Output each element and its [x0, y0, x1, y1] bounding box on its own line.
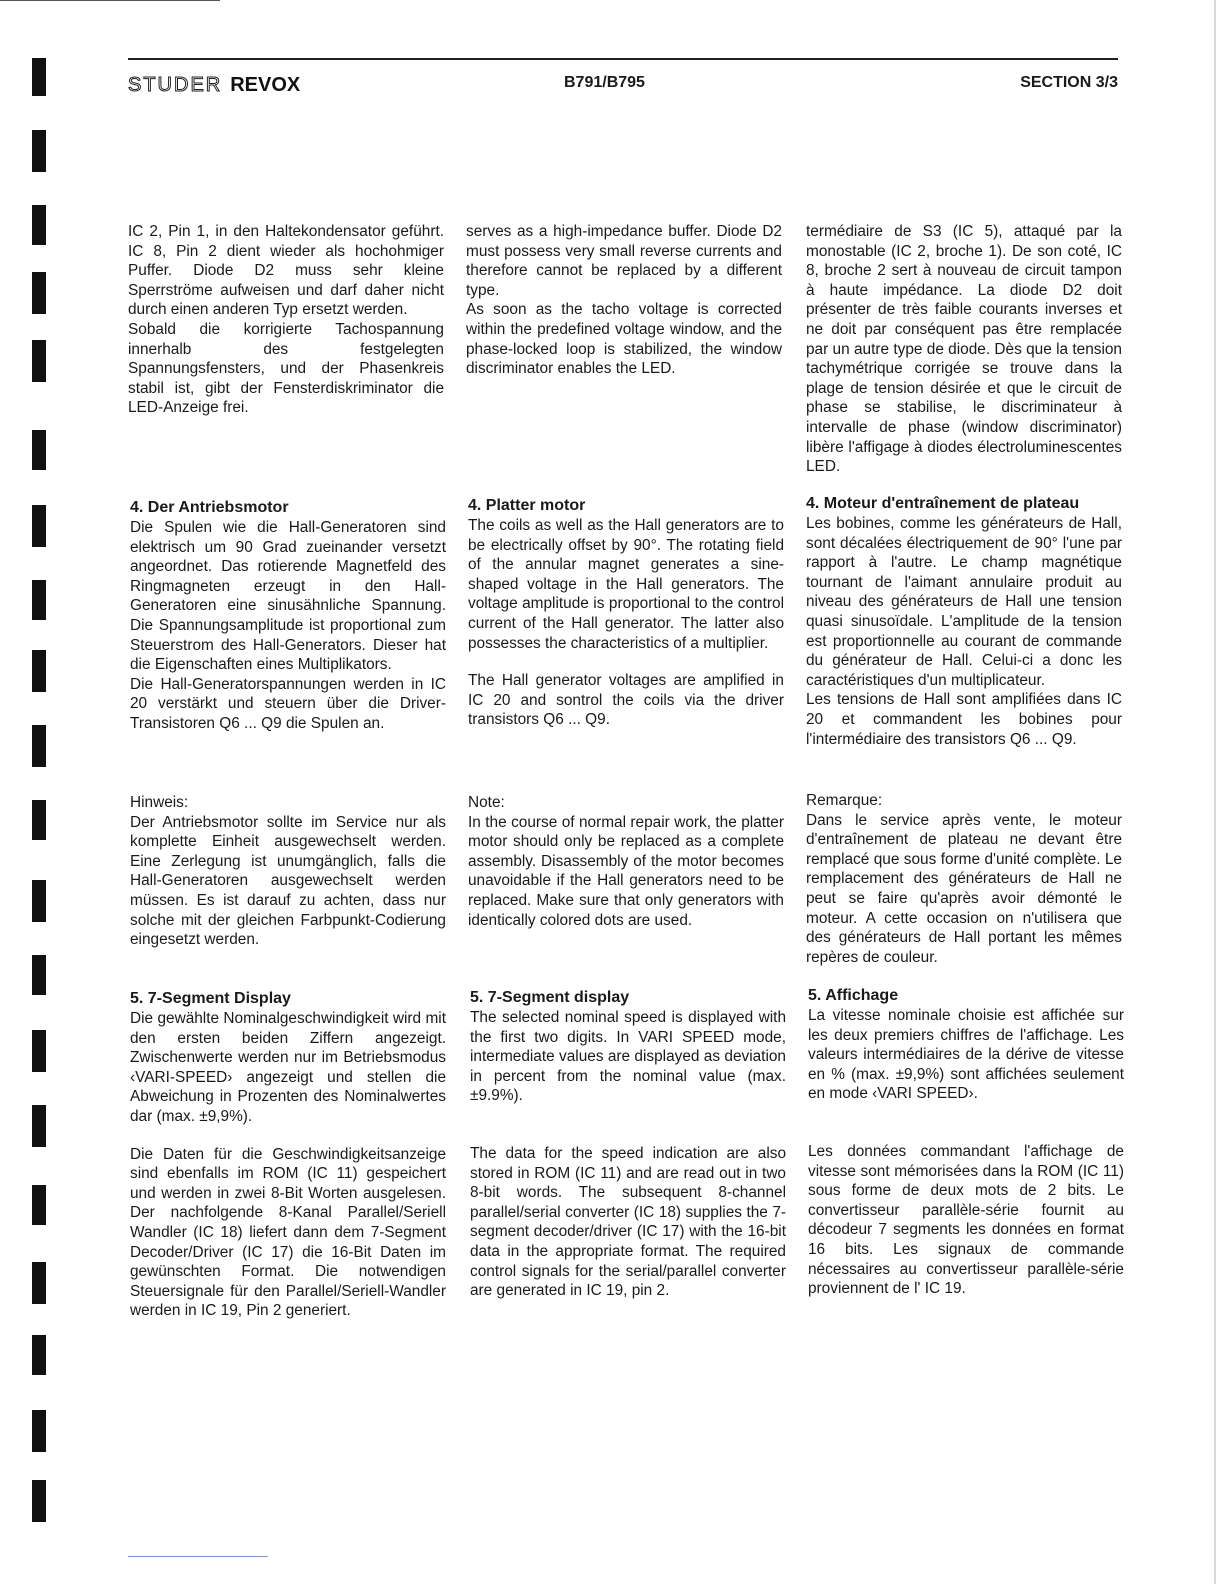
top-scan-rule: [0, 0, 220, 1]
de-note-section: [130, 793, 446, 950]
en-display-section: [470, 988, 786, 1301]
binder-mark: [32, 725, 46, 767]
fr-note-label: Remarque:: [806, 792, 883, 809]
binder-mark: [32, 1262, 46, 1304]
binder-mark: [32, 430, 46, 470]
de-note-text: Der Antriebsmotor sollte im Service nur als komplette Einheit ausgewechselt werden. Eine Zerlegung ist unumgänglich, falls die Hall-Generatoren ausgewechselt werden müssen. Es ist darauf zu achten, dass nur solche mit der gleichen Farbpunkt-Codierung eingesetzt werden.: [130, 813, 446, 949]
binder-mark: [32, 272, 46, 314]
column-german: [128, 222, 444, 418]
binder-mark: [32, 650, 46, 692]
brand-studer: STUDER: [128, 74, 223, 96]
column-english: [466, 222, 782, 379]
binder-mark: [32, 130, 46, 172]
binder-mark: [32, 205, 46, 245]
binder-mark: [32, 1335, 46, 1375]
fr-note-text: Dans le service après vente, le moteur d'entraînement de plateau ne devant être remplacé que sous forme d'unité complète. Le remplacement des générateurs de Hall ne peut se faire qu'après avoir démonté le moteur. A cette occasion on n'utilisera que des générateurs de Hall portant les mêmes repères de couleur.: [806, 811, 1122, 966]
de-display-section: [130, 989, 446, 1321]
de-motor-p1: Die Spulen wie die Hall-Generatoren sind elektrisch um 90 Grad zueinander versetzt angeordnet. Das rotierende Magnetfeld des Ringmagneten erzeugt in den Hall-Generatoren eine sinusähnliche Spannung. Die Spannungsamplitude ist proportional zum Steuerstrom des Hall-Generators. Dieser hat die Eigenschaften eines Multiplikators.: [130, 519, 446, 674]
page-header: [128, 58, 1118, 100]
de-display-heading: 5. 7-Segment Display: [130, 990, 291, 1007]
en-intro: serves as a high-impedance buffer. Diode D2 must possess very small reverse currents and therefore cannot be replaced by a different type.: [466, 223, 782, 299]
de-display-p2: Die Daten für die Geschwindigkeitsanzeige sind ebenfalls im ROM (IC 11) gespeichert und werden in zwei 8-Bit Worten ausgelesen. Der nachfolgende 8-Kanal Parallel/Seriell Wandler (IC 18) liefert dann dem 7-Segment Decoder/Driver (IC 17) die 16-Bit Daten im gewünschten Format. Die notwendigen Steuersignale für den Parallel/Seriell-Wandler werden in IC 19, Pin 2 generiert.: [130, 1145, 446, 1320]
fr-display-section: [808, 986, 1124, 1299]
brand-logo: [128, 74, 300, 97]
fr-note-section: [806, 791, 1122, 967]
model-number: B791/B795: [564, 74, 645, 91]
page-edge: [1214, 0, 1216, 1584]
binder-mark: [32, 955, 46, 995]
en-display-p2: The data for the speed indication are also stored in ROM (IC 11) and are read out in two 8-bit words. The subsequent 8-channel parallel/serial converter (IC 18) supplies the 7-segment decoder/driver (IC 17) with the 16-bit data in the appropriate format. The required control signals for the serial/parallel converter are generated in IC 19, pin 2.: [470, 1144, 786, 1300]
en-note-section: [468, 793, 784, 930]
bottom-rule: [128, 1556, 268, 1557]
binder-mark: [32, 340, 46, 382]
fr-motor-p1: Les bobines, comme les générateurs de Hall, sont décalées électriquement de 90° l'une par rapport à l'autre. Le champ magnétique tournant de l'aimant annulaire produit au niveau des générateurs de Hall une tension quasi sinusoïdale. L'amplitude de la tension est proportionnelle au courant de commande du générateur de Hall. Celui-ci a donc les caractéristiques d'un multiplicateur.: [806, 515, 1122, 689]
en-motor-section: [468, 496, 784, 730]
en-note-text: In the course of normal repair work, the platter motor should only be replaced as a complete assembly. Disassembly of the motor becomes unavoidable if the Hall generators need to be replaced. Make sure that only generators with identically colored dots are used.: [468, 813, 784, 929]
fr-motor-p2: Les tensions de Hall sont amplifiées dans IC 20 et commandent les bobines pour l'intermédiaire des transistors Q6 ... Q9.: [806, 691, 1122, 748]
binder-mark: [32, 505, 46, 547]
binder-mark: [32, 1480, 46, 1522]
brand-revox: REVOX: [230, 74, 301, 96]
en-motor-p1: The coils as well as the Hall generators are to be electrically offset by 90°. The rotating field of the annular magnet generates a sine-shaped voltage in the Hall generators. The voltage amplitude is proportional to the control current of the Hall generator. The latter also possesses the characteristics of a multiplier.: [468, 517, 784, 652]
de-note-label: Hinweis:: [130, 794, 189, 811]
en-display-heading: 5. 7-Segment display: [470, 989, 630, 1006]
en-motor-heading: 4. Platter motor: [468, 497, 586, 514]
fr-display-heading: 5. Affichage: [808, 987, 899, 1004]
binder-mark: [32, 580, 46, 620]
fr-motor-heading: 4. Moteur d'entraînement de plateau: [806, 495, 1080, 512]
de-motor-section: [130, 498, 446, 734]
de-motor-heading: 4. Der Antriebsmotor: [130, 499, 289, 516]
column-french: [806, 222, 1122, 477]
fr-intro: termédiaire de S3 (IC 5), attaqué par la monostable (IC 2, broche 1). De son coté, IC 8, broche 2 sert à nouveau de circuit tampon à haute impédance. La diode D2 doit présenter de très faible courants inverses et ne doit par conséquent pas être remplacée par un autre type de diode. Dès que la tension tachymétrique corrigée se trouve dans la plage de tension désirée et que le circuit de phase se stabilise, le discriminateur à intervalle de phase (window discriminator) libère l'affigage à diodes électroluminescentes LED.: [806, 223, 1122, 476]
en-note-label: Note:: [468, 794, 505, 811]
de-motor-p2: Die Hall-Generatorspannungen werden in IC 20 verstärkt und steuern über die Driver-Transistoren Q6 ... Q9 die Spulen an.: [130, 675, 446, 732]
fr-display-p1: La vitesse nominale choisie est affichée sur les deux premiers chiffres de l'affichage. Les valeurs intermédiaires de la dérive de vitesse en % (max. ±9,9%) sont affichées seulement en mode ‹VARI SPEED›.: [808, 1007, 1124, 1103]
fr-display-p2: Les données commandant l'affichage de vitesse sont mémorisées dans la ROM (IC 11) sous forme de deux mots de 2 bits. Le convertisseur parallèle-série fournit au décodeur 7 segments les données en format 16 bits. Les signaux de commande nécessaires au convertisseur parallèle-série proviennent de l' IC 19.: [808, 1142, 1124, 1298]
binder-mark: [32, 1105, 46, 1147]
en-display-p1: The selected nominal speed is displayed with the first two digits. In VARI SPEED mode, intermediate values are displayed as deviation in percent from the nominal value (max. ±9.9%).: [470, 1009, 786, 1105]
binder-mark: [32, 800, 46, 840]
binder-mark: [32, 1410, 46, 1452]
section-label: SECTION 3/3: [1020, 74, 1118, 91]
binder-mark: [32, 1185, 46, 1225]
en-intro2: As soon as the tacho voltage is corrected within the predefined voltage window, and the phase-locked loop is stabilized, the window discriminator enables the LED.: [466, 301, 782, 378]
fr-motor-section: [806, 494, 1122, 749]
de-intro: IC 2, Pin 1, in den Haltekondensator geführt. IC 8, Pin 2 dient wieder als hochohmiger Puffer. Diode D2 muss sehr kleine Sperrströme aufweisen und darf daher nicht durch einen anderen Typ ersetzt werden.: [128, 223, 444, 319]
binder-mark: [32, 880, 46, 922]
en-motor-p2: The Hall generator voltages are amplified in IC 20 and sontrol the coils via the driver transistors Q6 ... Q9.: [468, 672, 784, 729]
de-display-p1: Die gewählte Nominalgeschwindigkeit wird mit den ersten beiden Ziffern angezeigt. Zwischenwerte werden nur im Betriebsmodus ‹VARI-SPEED› angezeigt und stellen die Abweichung in Prozenten des Nominalwertes dar (max. ±9,9%).: [130, 1010, 446, 1125]
de-intro2: Sobald die korrigierte Tachospannung innerhalb des festgelegten Spannungsfensters, und der Phasenkreis stabil ist, gibt der Fensterdiskriminator die LED-Anzeige frei.: [128, 320, 444, 417]
binder-mark: [32, 58, 46, 96]
binder-mark: [32, 1030, 46, 1072]
